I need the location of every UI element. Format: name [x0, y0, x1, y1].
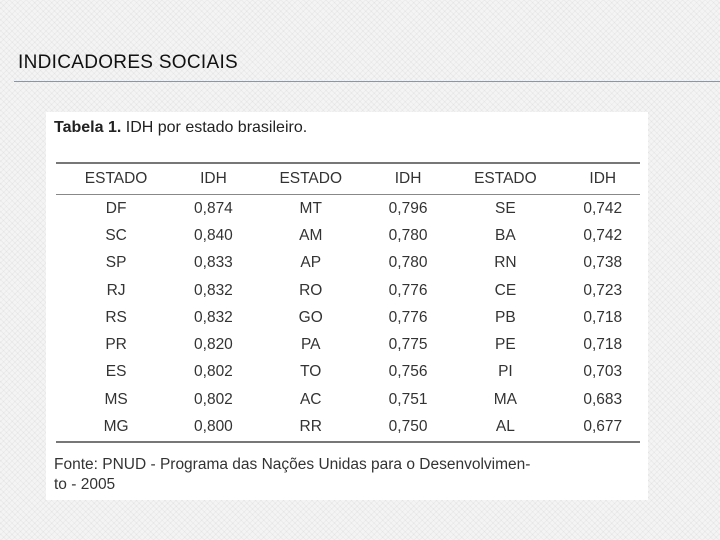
slide-title: INDICADORES SOCIAIS	[18, 52, 239, 73]
cell-estado: AL	[495, 418, 515, 436]
idh-table-figure	[46, 112, 648, 500]
cell-estado: BA	[495, 226, 516, 244]
cell-idh: 0,751	[388, 390, 428, 408]
table-row	[56, 304, 640, 331]
cell-idh: 0,677	[583, 418, 623, 436]
table-row	[56, 195, 640, 223]
cell-idh: 0,832	[194, 308, 233, 326]
cell-estado: MA	[493, 390, 518, 408]
header-estado-1: ESTADO	[84, 170, 148, 187]
cell-idh: 0,776	[388, 281, 428, 299]
cell-idh: 0,874	[194, 199, 233, 217]
cell-idh: 0,775	[388, 336, 428, 354]
table-header-row	[56, 163, 640, 195]
cell-idh: 0,780	[388, 226, 428, 244]
cell-idh: 0,780	[388, 254, 428, 272]
cell-idh: 0,750	[388, 418, 428, 436]
cell-estado: AM	[299, 226, 323, 244]
table-row	[56, 250, 640, 277]
cell-idh: 0,820	[194, 336, 233, 354]
cell-idh: 0,833	[194, 254, 233, 272]
title-divider	[14, 81, 720, 82]
table-row	[56, 413, 640, 441]
cell-estado: AC	[299, 390, 322, 408]
cell-estado: SE	[495, 199, 516, 217]
idh-table	[56, 162, 640, 443]
table-body	[56, 195, 640, 442]
header-idh-3: IDH	[589, 170, 617, 187]
cell-estado: RR	[299, 418, 322, 436]
source-line-2: to - 2005	[54, 476, 116, 493]
cell-estado: PI	[498, 363, 513, 381]
cell-idh: 0,802	[194, 363, 233, 381]
cell-estado: PB	[495, 308, 516, 326]
table-row	[56, 277, 640, 304]
cell-idh: 0,832	[194, 281, 233, 299]
cell-estado: MS	[104, 390, 128, 408]
table-row	[56, 222, 640, 249]
cell-idh: 0,776	[388, 308, 428, 326]
cell-estado: TO	[300, 363, 322, 381]
cell-idh: 0,703	[583, 363, 623, 381]
cell-estado: SC	[105, 226, 127, 244]
cell-estado: RJ	[106, 281, 126, 299]
cell-estado: SP	[105, 254, 127, 272]
cell-idh: 0,796	[388, 199, 428, 217]
cell-estado: RN	[494, 254, 517, 272]
header-estado-3: ESTADO	[474, 170, 537, 187]
cell-estado: RS	[105, 308, 127, 326]
header-idh-1: IDH	[200, 170, 227, 187]
table-caption-text: IDH por estado brasileiro.	[125, 119, 308, 136]
cell-idh: 0,802	[194, 390, 233, 408]
cell-estado: CE	[494, 281, 517, 299]
source-line-1: Fonte: PNUD - Programa das Nações Unidas para o Desenvolvimen-	[54, 456, 531, 473]
cell-idh: 0,756	[388, 363, 428, 381]
cell-idh: 0,840	[194, 226, 233, 244]
table-caption	[54, 119, 307, 137]
header-idh-2: IDH	[394, 170, 422, 187]
cell-idh: 0,742	[583, 226, 623, 244]
cell-estado: DF	[105, 199, 127, 217]
cell-estado: PR	[105, 336, 127, 354]
cell-idh: 0,742	[583, 199, 623, 217]
cell-idh: 0,800	[194, 418, 233, 436]
cell-estado: GO	[298, 308, 323, 326]
cell-estado: AP	[300, 254, 322, 272]
cell-estado: RO	[299, 281, 323, 299]
cell-idh: 0,723	[583, 281, 623, 299]
cell-estado: ES	[105, 363, 127, 381]
cell-estado: PA	[300, 336, 321, 354]
table-source	[54, 455, 644, 495]
header-estado-2: ESTADO	[279, 170, 343, 187]
cell-idh: 0,738	[583, 254, 623, 272]
cell-estado: PE	[495, 336, 516, 354]
cell-idh: 0,683	[583, 390, 623, 408]
cell-estado: MG	[103, 418, 129, 436]
table-row	[56, 359, 640, 386]
cell-estado: MT	[299, 199, 322, 217]
table-caption-label: Tabela 1.	[54, 119, 122, 136]
cell-idh: 0,718	[583, 336, 623, 354]
cell-idh: 0,718	[583, 308, 623, 326]
table-row	[56, 331, 640, 358]
table-row	[56, 386, 640, 413]
